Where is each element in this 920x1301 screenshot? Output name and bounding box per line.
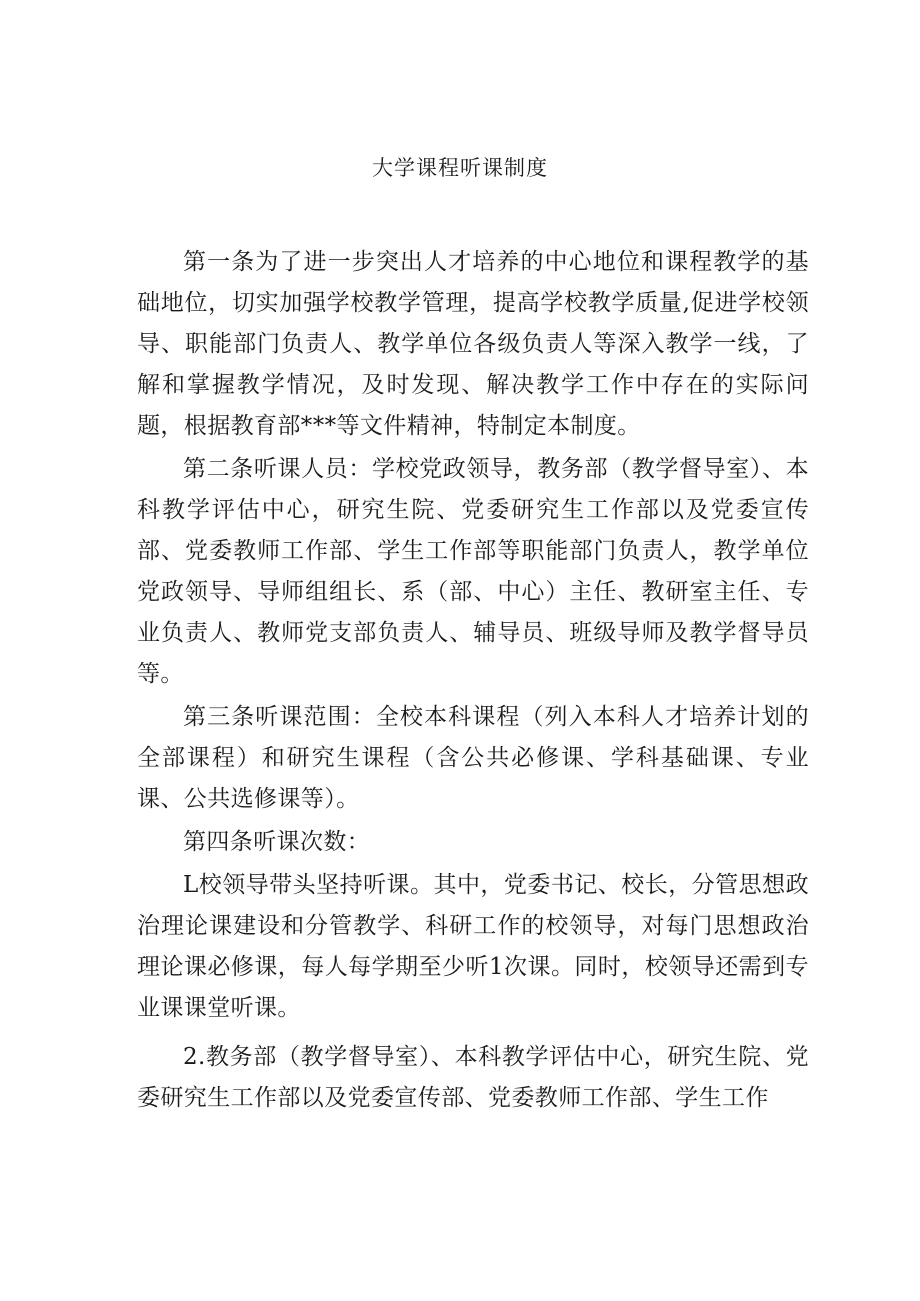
paragraph-article-3: 第三条听课范围：全校本科课程（列入本科人才培养计划的全部课程）和研究生课程（含公共必修课、学科基础课、专业课、公共选修课等）。 [137,704,809,812]
paragraph-article-4: 第四条听课次数： [183,829,371,855]
paragraph-article-1: 第一条为了进一步突出人才培养的中心地位和课程教学的基础地位，切实加强学校教学管理，提高学校教学质量,促进学校领导、职能部门负责人、教学单位各级负责人等深入教学一线，了解和掌握教学情况，及时发现、解决教学工作中存在的实际问题，根据教育部***等文件精神，特制定本制度。 [137,249,809,439]
document-body [137,242,809,1121]
paragraph-article-2: 第二条听课人员：学校党政领导，教务部（教学督导室）、本科教学评估中心，研究生院、党委研究生工作部以及党委宣传部、党委教师工作部、学生工作部等职能部门负责人，教学单位党政领导、导师组组长、系（部、中心）主任、教研室主任、专业负责人、教师党支部负责人、辅导员、班级导师及教学督导员等。 [137,456,809,687]
paragraph-item-2: 2.教务部（教学督导室）、本科教学评估中心，研究生院、党委研究生工作部以及党委宣传部、党委教师工作部、学生工作 [137,1044,809,1111]
document-title: 大学课程听课制度 [372,156,548,180]
paragraph-item-1: L校领导带头坚持听课。其中，党委书记、校长，分管思想政治理论课建设和分管教学、科研工作的校领导，对每门思想政治理论课必修课，每人每学期至少听1次课。同时，校领导还需到专业课课堂听课。 [137,872,809,1021]
